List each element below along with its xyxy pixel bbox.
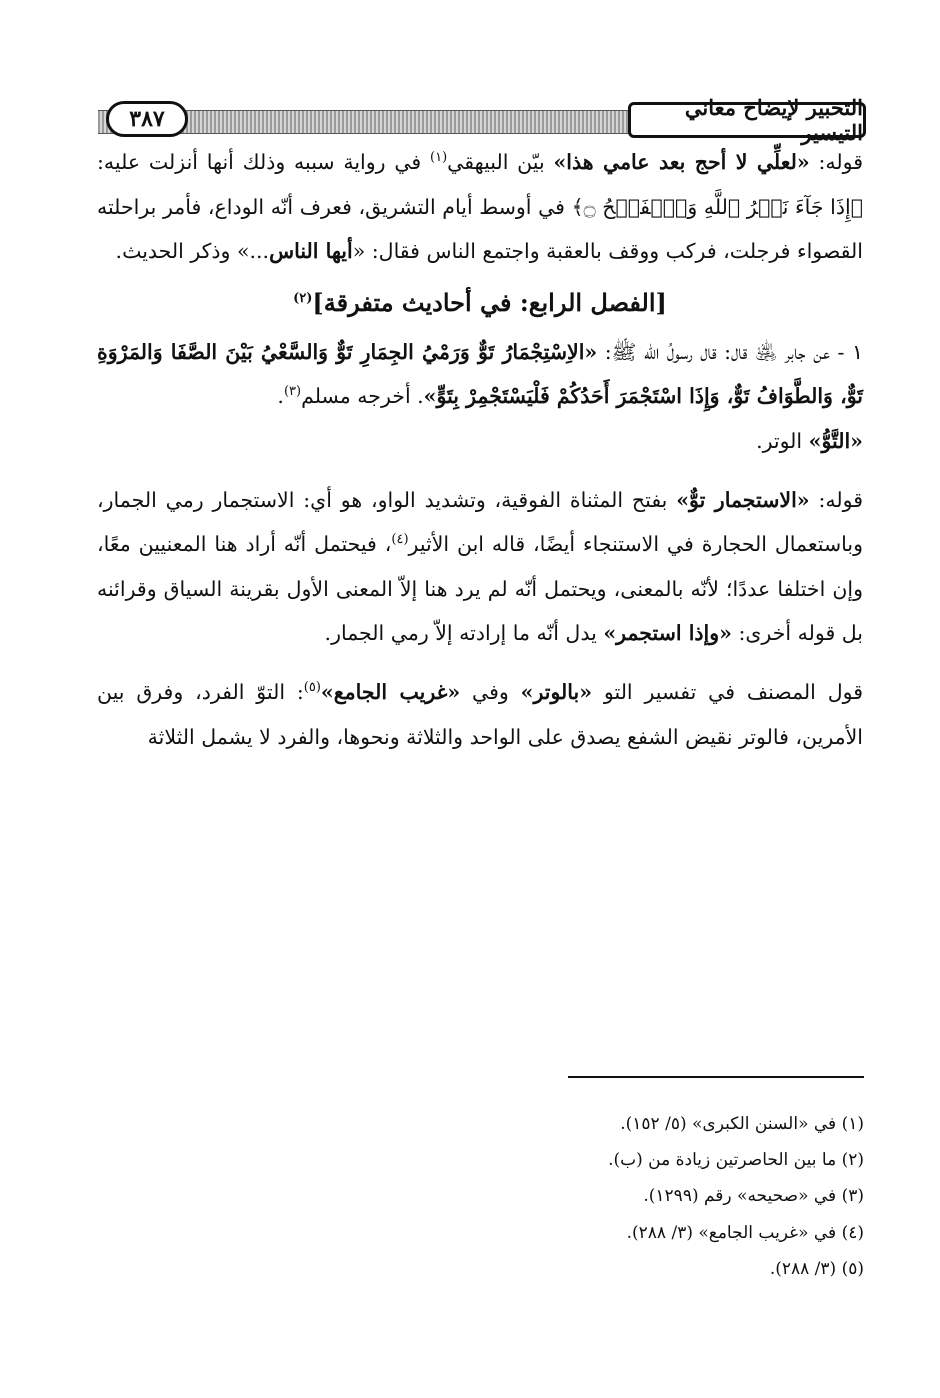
text-run: : التوّ الفرد، وفرق بين الأمرين، فالوتر نقيض الشفع يصدق على الواحد والثلاثة ونحوها، والفرد لا يشمل الثلاثة — [97, 679, 863, 749]
footnote-1: (١) في «السنن الكبرى» (٥/ ١٥٢). — [620, 1114, 864, 1134]
footnote-ref: (٣) — [283, 384, 302, 400]
text-run: بيّن البيهقي — [447, 150, 554, 174]
running-header — [98, 95, 864, 145]
paragraph-3 — [97, 670, 863, 759]
definition-line — [97, 419, 863, 464]
hadith-text: «الاِسْتِجْمَارُ تَوٌّ وَرَمْيُ الجِمَارِ تَوٌّ وَالسَّعْيُ بَيْنَ الصَّفَا وَالمَرْوَةِ تَوٌّ، وَالطَّوَافُ تَوٌّ، وَإِذَا اسْتَجْمَرَ أَحَدُكُمْ فَلْيَسْتَجْمِرْ بِتَوٍّ» — [97, 339, 863, 409]
hadith-paragraph — [97, 330, 863, 419]
page-number: ٣٨٧ — [106, 101, 188, 137]
text-run: وفي — [460, 679, 521, 704]
chapter-title: [الفصل الرابع: في أحاديث متفرقة] — [312, 287, 667, 317]
term: «التَّوُّ» — [808, 428, 863, 453]
quote: أيها الناس — [269, 239, 353, 264]
footnote-ref: (١) — [430, 150, 448, 166]
quran-quote: ﴿إِذَا جَآءَ نَصۡرُ ٱللَّهِ وَٱلۡفَتۡحُ ۝﴾ — [571, 194, 863, 219]
text-run: قوله: — [809, 487, 863, 512]
quote: «غريب الجامع» — [320, 679, 461, 704]
main-text — [97, 140, 863, 759]
book-title: التحبير لإيضاح معاني التيسير — [628, 102, 866, 138]
quote: «وإذا استجمر» — [603, 621, 732, 646]
text-run: بفتح المثناة الفوقية، وتشديد الواو، هو أي: الاستجمار رمي الجمار، وباستعمال الحجارة في الاستنجاء أيضًا، قاله ابن الأثير — [97, 487, 863, 557]
footnote-divider — [568, 1076, 864, 1078]
text-run: قوله: — [809, 150, 864, 174]
text-run: . أخرجه مسلم — [301, 384, 424, 409]
footnote-2: (٢) ما بين الحاصرتين زيادة من (ب). — [608, 1150, 864, 1171]
paragraph-1 — [97, 140, 863, 274]
quote: «بالوتر» — [520, 679, 593, 704]
footnote-ref: (٤) — [391, 532, 409, 548]
text-run: قول المصنف في تفسير التو — [592, 679, 863, 704]
footnotes — [400, 1106, 864, 1287]
quote: «الاستجمار توٌّ» — [676, 487, 810, 512]
footnote-3: (٣) في «صحيحه» رقم (١٢٩٩). — [643, 1186, 864, 1207]
text-run: في أوسط أيام التشريق، فعرف أنّه الوداع، فأمر براحلته القصواء فرجلت، فركب ووقف بالعقبة واجتمع الناس فقال: « — [97, 194, 863, 264]
quote: «لعلِّي لا أحج بعد عامي هذا» — [553, 150, 810, 174]
chapter-heading — [97, 278, 863, 328]
text-run: ١ - عن جابر ﵁ قال: قال رسولُ الله ﷺ: — [597, 339, 863, 364]
text-run: . — [277, 384, 284, 409]
footnote-ref: (٥) — [303, 680, 321, 696]
footnote-ref: (٢) — [293, 290, 313, 306]
text-run: في رواية سببه وذلك أنها أنزلت عليه: — [97, 150, 431, 174]
text-run: ...» وذكر الحديث. — [115, 239, 270, 264]
text-run: يدل أنّه ما إرادته إلاّ رمي الجمار. — [324, 621, 604, 646]
text-run: ، فيحتمل أنّه أراد هنا المعنيين معًا، وإن اختلفا عددًا؛ لأنّه بالمعنى، ويحتمل أنّه لم يرد هنا إلاّ المعنى الأول بقرينة السياق وقرائنه بل قوله أخرى: — [97, 532, 863, 646]
paragraph-2 — [97, 478, 863, 656]
footnote-4: (٤) في «غريب الجامع» (٣/ ٢٨٨). — [626, 1222, 864, 1243]
text-run: الوتر. — [756, 428, 809, 453]
footnote-5: (٥) (٣/ ٢٨٨). — [769, 1258, 864, 1279]
